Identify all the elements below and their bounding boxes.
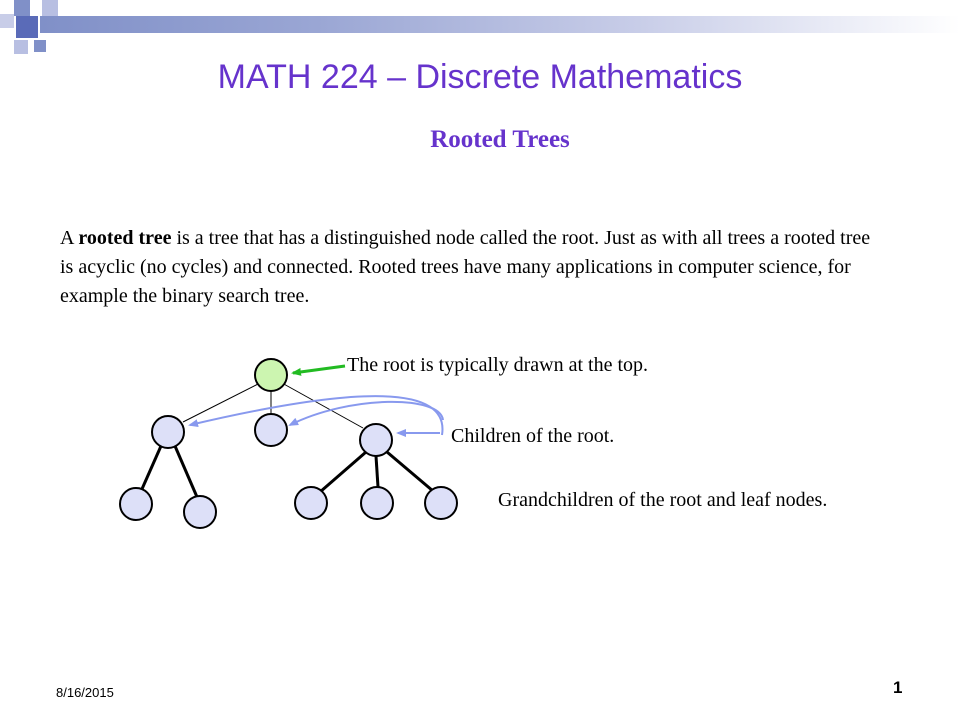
edge-child3-leaf3 — [320, 452, 366, 492]
leaf-node-3 — [295, 487, 327, 519]
root-node — [255, 359, 287, 391]
edge-root-child1 — [183, 382, 262, 422]
child2-pointer-arrow — [290, 402, 443, 425]
intro-term: rooted tree — [78, 227, 172, 249]
child-node-1 — [152, 416, 184, 448]
slide-title: MATH 224 – Discrete Mathematics — [217, 58, 743, 96]
leaf-node-2 — [184, 496, 216, 528]
root-pointer-arrow — [293, 366, 345, 373]
grandchildren-annotation: Grandchildren of the root and leaf nodes. — [498, 489, 828, 511]
edge-child3-leaf5 — [387, 452, 433, 491]
child-node-2 — [255, 414, 287, 446]
edge-child3-leaf4 — [376, 456, 378, 487]
leaf-node-4 — [361, 487, 393, 519]
intro-after: is a tree that has a distinguished node called the root. Just as with all trees a rooted tree is acyclic (no cycles) and connected. Rooted trees have many applications in computer science, for example the binary search tree. — [60, 227, 871, 307]
leaf-node-5 — [425, 487, 457, 519]
slide-subtitle: Rooted Trees — [430, 126, 570, 153]
root-annotation: The root is typically drawn at the top. — [347, 354, 649, 376]
edge-child1-leaf1 — [142, 446, 161, 489]
edge-child1-leaf2 — [175, 446, 197, 497]
child-node-3 — [360, 424, 392, 456]
footer-date: 8/16/2015 — [56, 685, 114, 700]
children-annotation: Children of the root. — [451, 425, 615, 447]
intro-before: A — [60, 227, 79, 249]
page-number: 1 — [893, 678, 903, 697]
leaf-node-1 — [120, 488, 152, 520]
